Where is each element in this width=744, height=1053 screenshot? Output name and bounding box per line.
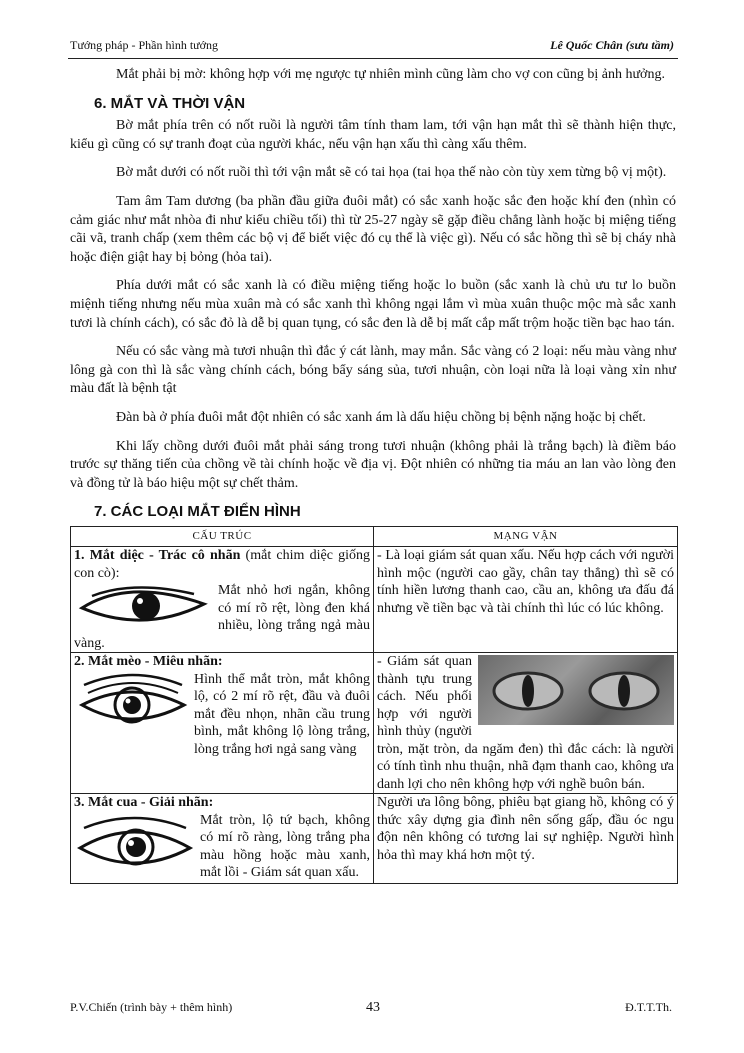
s6-paragraph: Bờ mắt dưới có nốt ruồi thì tới vận mắt sẽ có tai họa (tai họa thế nào còn tùy xem từng bộ vị một). [116, 165, 667, 181]
row-fate-text: - Giám sát quan thành tựu trung cách. Nếu phối hợp với người hình thủy (người tròn, mặt tròn, da ngăm đen) thì đắc cách: là người có tính tình nhu thuận, nhã đạm thanh cao, không ưa danh lợi cho nên không hợp với nghề buôn bán. [377, 654, 674, 792]
row-title: 3. Mắt cua - Giải nhãn: [74, 795, 214, 811]
s6-paragraph: Phía dưới mắt có sắc xanh là có điều miệng tiếng hoặc lo buồn (sắc xanh là chủ ưu tư lo buồn miệnh tiếng nhưng nếu mùa xuân mà có sắc xanh thì không ngại lắm vì mùa xuân thuộc mộc mà sắc xanh tươi là chính cách), có sắc đỏ là dễ bị quan tụng, có sắc đen là dễ bị mất cắp mất trộm hoặc tiền bạc hao tán. [70, 278, 676, 331]
heron-eye-icon [74, 582, 214, 632]
row-title: 1. Mắt diệc - Trác cô nhãn [74, 548, 241, 564]
table-row [71, 653, 678, 794]
s6-paragraph: Tam âm Tam dương (ba phần đầu giữa đuôi mắt) có sắc xanh hoặc sắc đen hoặc khí đen (nhìn có cảm giác như mắt nhòa đi như kiểu chiều tối) thì từ 25-27 ngày sẽ gặp điều chẳng lành hoặc bị miệng tiếng cãi vã, tranh chấp (xem thêm các bộ vị để biết việc đó cụ thể là việc gì). Nếu có sắc hồng thì sẽ bị cháy nhà hoặc điện giật hay bị bỏng (hỏa tai). [70, 193, 676, 265]
fate-cell: Người ưa lông bông, phiêu bạt giang hồ, không có ý thức xây dựng gia đình nên sống gấp, đầu óc ngu độn nên không có tương lai sự nghiệp. Người hình hỏa thì may khá hơn một tý. [374, 794, 678, 884]
row-title-rest: (mắt chim diệc giống con cò): [74, 548, 370, 581]
s6-paragraph: Đàn bà ở phía đuôi mắt đột nhiên có sắc xanh ám là dấu hiệu chồng bị bệnh nặng hoặc bị chết. [116, 409, 646, 425]
crab-eye-icon [74, 812, 196, 884]
structure-cell [71, 794, 374, 884]
footer-right: Đ.T.T.Th. [625, 1000, 672, 1014]
row-desc: Mắt tròn, lộ tứ bạch, không có mí rõ ràng, lòng trắng pha màu hồng hoặc màu xanh, mắt lồi - Giám sát quan xấu. [200, 812, 370, 881]
table-row [71, 547, 678, 653]
col-fate-header: MẠNG VẬN [374, 526, 678, 547]
intro-paragraph: Mắt phải bị mờ: không hợp với mẹ ngược tự nhiên mình cũng làm cho vợ con cũng bị ảnh hưởng. [116, 67, 665, 82]
table-row [71, 794, 678, 884]
header-left: Tướng pháp - Phần hình tướng [70, 38, 219, 52]
section-7-heading: 7. CÁC LOẠI MẮT ĐIỂN HÌNH [94, 503, 301, 521]
col-structure-header: CẤU TRÚC [71, 526, 374, 547]
eye-types-table [70, 526, 678, 885]
structure-cell [71, 653, 374, 794]
row-title: 2. Mắt mèo - Miêu nhãn: [74, 654, 223, 670]
row-desc: Mắt nhỏ hơi ngắn, không có mí rõ rệt, lòng đen khá nhiều, lòng trắng ngả màu vàng. [74, 583, 370, 651]
fate-cell: - Là loại giám sát quan xấu. Nếu hợp cách với người hình mộc (người cao gầy, chân tay thẳng) thì sẽ có tính hiền lương thanh cao, cầu an, không ưa đấu đá nhưng về tiền bạc và tài chính thì lúc có lúc không. [374, 547, 678, 653]
page-number: 43 [366, 1000, 380, 1015]
structure-cell [71, 547, 374, 653]
s6-paragraph: Bờ mắt phía trên có nốt ruồi là người tâm tính tham lam, tới vận hạn mắt thì sẽ thành hiện thực, kiểu gì cũng có sự tranh đoạt của người khác, nếu vận hạn xấu thì càng xấu thêm. [70, 118, 676, 152]
fate-cell [374, 653, 678, 794]
header-rule [68, 58, 678, 59]
s6-paragraph: Nếu có sắc vàng mà tươi nhuận thì đắc ý cát lành, may mắn. Sắc vàng có 2 loại: nếu màu vàng như lông gà con thì là sắc vàng chính cách, bóng bẩy sáng sủa, tươi nhuận, còn loại nữa là loại vàng xỉn như màu đất là bệnh tật [70, 344, 676, 397]
header-right: Lê Quốc Chân (sưu tầm) [550, 38, 674, 52]
cat-eye-icon [74, 671, 190, 743]
section-6-heading: 6. MẮT VÀ THỜI VẬN [94, 94, 246, 112]
footer-left: P.V.Chiến (trình bày + thêm hình) [70, 1000, 233, 1014]
page-body [70, 66, 676, 884]
s6-paragraph: Khi lấy chồng dưới đuôi mắt phải sáng trong tươi nhuận (không phải là trắng bạch) là điềm báo trước sự thăng tiến của chồng về tài chính hoặc về địa vị. Đột nhiên có những tia máu an lan vào lòng đen và đồng tử là báo hiệu một sự chết thảm. [70, 438, 676, 491]
cat-eyes-photo [478, 655, 674, 725]
table-header-row [71, 526, 678, 547]
row-desc: Hình thể mắt tròn, mắt không lộ, có 2 mí rõ rệt, đầu và đuôi mắt đều nhọn, nhãn cầu trung bình, mắt không lộ lòng trắng, lòng trắng hơi ngả sang vàng [194, 671, 370, 757]
